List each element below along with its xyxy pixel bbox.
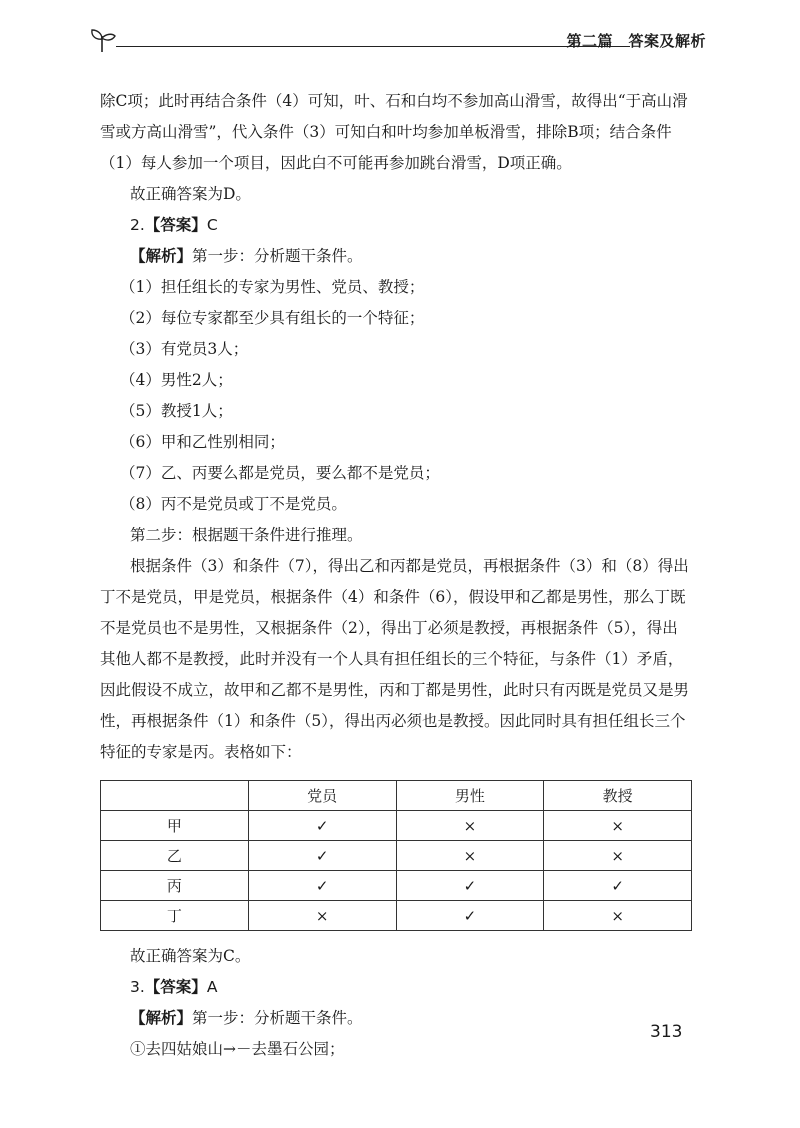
header-rule (116, 46, 630, 47)
answer-label: 【答案】 (144, 216, 207, 234)
answer-value: A (206, 978, 218, 996)
question-2-answer-line (100, 210, 692, 241)
page-content (100, 86, 692, 1065)
table-row (101, 841, 692, 871)
page-number: 313 (650, 1022, 683, 1042)
page-header (88, 24, 710, 58)
condition-item: ①去四姑娘山→－去墨石公园； (130, 1040, 345, 1058)
table-cell: 乙 (101, 841, 249, 871)
table-cell: ✓ (248, 841, 396, 871)
step-2-heading: 第二步：根据题干条件进行推理。 (130, 526, 363, 544)
question-2-analysis-line (100, 241, 692, 272)
table-cell: × (248, 901, 396, 931)
reasoning-paragraph: 根据条件（3）和条件（7），得出乙和丙都是党员，再根据条件（3）和（8）得出丁不是党员，甲是党员，根据条件（4）和条件（6），假设甲和乙都是男性，那么丁既不是党员也不是男性，又根据条件（2），得出丁必须是教授，再根据条件（5），得出其他人都不是教授，此时并没有一个人具有担任组长的三个特征，与条件（1）矛盾，因此假设不成立，故甲和乙都不是男性，丙和丁都是男性，此时只有丙既是党员又是男性，再根据条件（1）和条件（5），得出丙必须也是教授。因此同时具有担任组长三个特征的专家是丙。表格如下： (100, 557, 690, 761)
paragraph: 除C项；此时再结合条件（4）可知，叶、石和白均不参加高山滑雪，故得出“于高山滑雪或方高山滑雪”，代入条件（3）可知白和叶均参加单板滑雪，排除B项；结合条件（1）每人参加一个项目，因此白不可能再参加跳台滑雪，D项正确。 (100, 92, 688, 172)
table-header-cell (101, 781, 249, 811)
table-cell: × (544, 901, 692, 931)
table-row (101, 901, 692, 931)
table-cell: × (396, 841, 544, 871)
table-header-cell: 教授 (544, 781, 692, 811)
answer-value: C (206, 216, 218, 234)
analysis-label: 【解析】 (130, 1009, 193, 1027)
condition-item: （2）每位专家都至少具有组长的一个特征； (120, 309, 425, 327)
analysis-label: 【解析】 (130, 247, 193, 265)
question-3-analysis-line (100, 1003, 692, 1034)
condition-item: （3）有党员3人； (120, 340, 249, 358)
table-cell: 甲 (101, 811, 249, 841)
section-title: 第二篇 答案及解析 (566, 32, 706, 50)
table-header-row (101, 781, 692, 811)
table-cell: × (544, 841, 692, 871)
table-header-cell: 男性 (396, 781, 544, 811)
table-cell: ✓ (544, 871, 692, 901)
conclusion-q1: 故正确答案为D。 (130, 185, 251, 203)
table-cell: ✓ (248, 811, 396, 841)
table-cell: 丁 (101, 901, 249, 931)
question-number: 2. (130, 216, 145, 234)
condition-item: （7）乙、丙要么都是党员，要么都不是党员； (120, 464, 440, 482)
table-row (101, 871, 692, 901)
table-cell: ✓ (396, 901, 544, 931)
step-text: 第一步：分析题干条件。 (192, 1009, 363, 1027)
condition-item: （1）担任组长的专家为男性、党员、教授； (120, 278, 425, 296)
question-number: 3. (130, 978, 145, 996)
answer-label: 【答案】 (144, 978, 207, 996)
condition-item: （8）丙不是党员或丁不是党员。 (120, 495, 347, 513)
condition-item: （6）甲和乙性别相同； (120, 433, 285, 451)
condition-item: （4）男性2人； (120, 371, 233, 389)
conclusion-q2: 故正确答案为C。 (130, 947, 251, 965)
table-cell: 丙 (101, 871, 249, 901)
expert-attribute-table (100, 780, 692, 931)
step-text: 第一步：分析题干条件。 (192, 247, 363, 265)
question-3-answer-line (100, 972, 692, 1003)
condition-item: （5）教授1人； (120, 402, 233, 420)
table-header-cell: 党员 (248, 781, 396, 811)
table-cell: ✓ (396, 871, 544, 901)
sprout-icon (88, 26, 118, 56)
table-row (101, 811, 692, 841)
table-cell: × (544, 811, 692, 841)
table-cell: × (396, 811, 544, 841)
table-cell: ✓ (248, 871, 396, 901)
